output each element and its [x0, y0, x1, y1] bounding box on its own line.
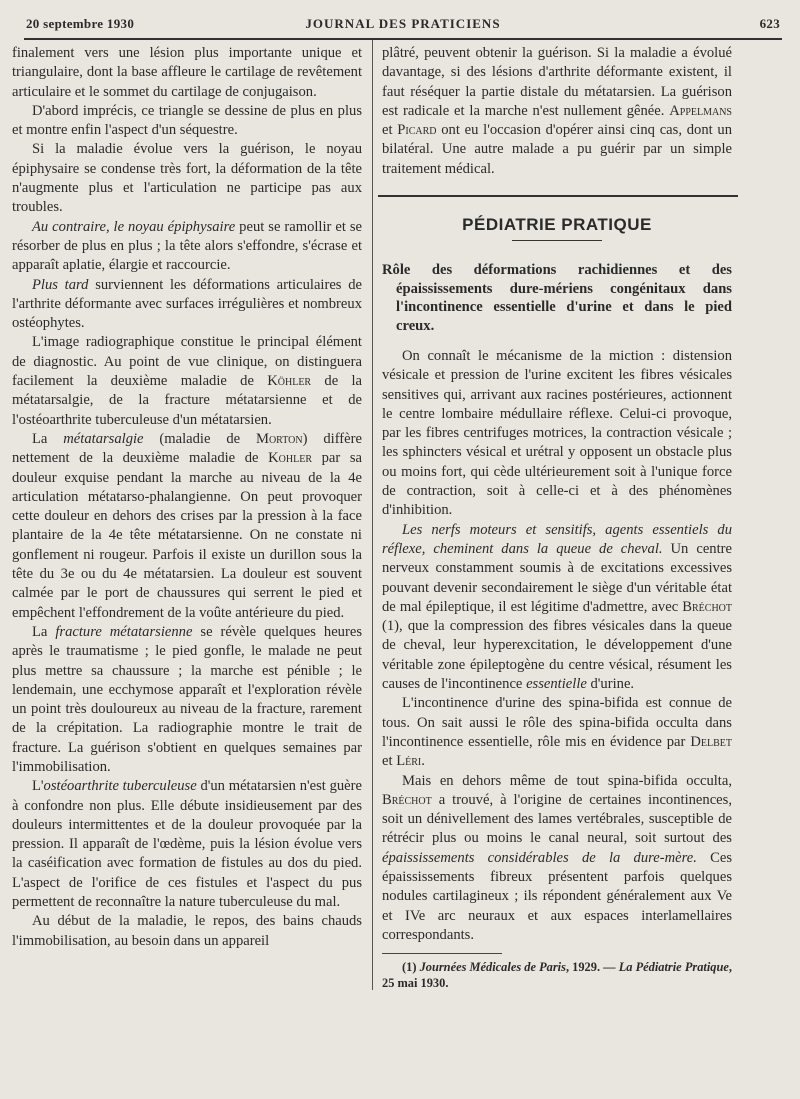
- italic-phrase: Les nerfs moteurs et sensitifs, agents essentiels du réflexe, cheminent dans la queue de cheval.: [382, 521, 732, 557]
- paragraph: [12, 333, 362, 429]
- author-name: Picard: [397, 122, 437, 139]
- paragraph: [12, 218, 362, 276]
- italic-phrase: essentielle: [526, 676, 587, 693]
- author-name: Kohler: [268, 450, 313, 467]
- italic-phrase: Au contraire, le noyau épiphysaire: [32, 218, 236, 235]
- header-rule: [24, 38, 782, 40]
- paragraph: finalement vers une lésion plus importante unique et triangulaire, dont la base affleure le cartilage de revêtement articulaire et le sommet du cartilage de conjugaison.: [12, 45, 362, 100]
- italic-phrase: fracture métatarsienne: [55, 623, 193, 640]
- paragraph: D'abord imprécis, ce triangle se dessine de plus en plus et montre enfin l'aspect d'un séquestre.: [12, 102, 362, 139]
- paragraph: [382, 772, 732, 946]
- paragraph: [12, 276, 362, 334]
- text-run: .: [421, 753, 425, 770]
- text-run: , 25 mai 1930.: [382, 960, 732, 990]
- right-column: [382, 44, 732, 991]
- italic-phrase: Journées Médicales de Paris: [419, 960, 566, 975]
- section-title-underline: [512, 240, 602, 241]
- text-run: L': [32, 778, 44, 795]
- text-run: La: [32, 623, 56, 640]
- author-name: Köhler: [267, 373, 312, 390]
- text-run: d'un métatarsien n'est guère à confondre non plus. Elle débute insidieusement par des douleurs intermittentes et de la douleur provoquée par la pression. Il apparaît de l'œdème, puis la lésion évolue vers la caséification avec formation de fistules au dos du pied. L'aspect de l'orifice de ces fistules et l'aspect du pus permettent de reconnaître la nature tuberculeuse du mal.: [12, 778, 363, 911]
- section-title: PÉDIATRIE PRATIQUE: [462, 215, 652, 235]
- text-run: a trouvé, à l'origine de certaines incontinences, soit un dénivellement des lames vertébrales, susceptible de rétrécir plus ou moins le canal neural, soit surtout des: [382, 791, 732, 847]
- text-run: d'urine.: [586, 676, 635, 693]
- paragraph: On connaît le mécanisme de la miction : distension vésicale et pression de l'urine excitent les fibres vésicales sensitives qui, arrivant aux racines postérieures, actionnent le centre lombaire médullaire réflexe. Celui-ci provoque, par les fibres centrifuges motrices, la contraction vésicale ; les sphincters vésical et urétral y opposent un obstacle plus ou moins fort, qui cède ultérieurement soit à l'unique force de contraction, soit à celle-ci et à des phénomènes d'inhibition.: [382, 348, 732, 519]
- text-run: plâtré, peuvent obtenir la guérison. Si la maladie a évolué davantage, si des lésions d'arthrite déformante existent, il faut réséquer la partie distale du métatarsien. La guérison est radicale et la marche n'est nullement gênée.: [382, 45, 732, 119]
- author-name: Morton: [255, 430, 303, 447]
- page-number: 623: [759, 16, 780, 31]
- text-run: L'image radiographique constitue le principal élément de diagnostic. Au point de vue clinique, on distinguera facilement la deuxième maladie de: [12, 334, 362, 390]
- paragraph: [12, 623, 362, 777]
- column-divider: [372, 40, 373, 990]
- text-run: peut se ramollir et se résorber de plus en plus ; la tête alors s'effondre, s'écrase et apparaît aplatie, élargie et raccourcie.: [12, 218, 362, 274]
- text-run: La: [32, 430, 64, 447]
- text-run: (maladie de: [143, 430, 256, 447]
- text-run: de la métatarsalgie, de la fracture métatarsienne et de l'ostéoarthrite tuberculeuse d'un métatarsien.: [12, 373, 362, 428]
- italic-phrase: métatarsalgie: [63, 430, 144, 447]
- italic-phrase: Plus tard: [32, 276, 89, 293]
- paragraph: [382, 44, 732, 179]
- paragraph: [12, 777, 362, 912]
- italic-phrase: ostéoarthrite tuberculeuse: [43, 778, 197, 795]
- paragraph: [382, 521, 732, 695]
- journal-title: JOURNAL DES PRATICIENS: [305, 16, 501, 31]
- paragraph: [12, 430, 362, 623]
- issue-date: 20 septembre 1930: [26, 16, 135, 31]
- text-run: surviennent les déformations articulaires de l'arthrite déformante avec surfaces irrégulières et nombreux ostéophytes.: [12, 276, 362, 332]
- author-name: Delbet: [690, 733, 732, 750]
- running-head: [26, 16, 780, 38]
- text-run: Ces épaississements fibreux présentent parfois quelques nodules cartilagineux ; ils répondent généralement aux Ve et IVe arc neuraux et aux espaces interlamellaires correspondants.: [382, 849, 732, 943]
- author-name: Bréchot: [682, 598, 732, 615]
- italic-phrase: La Pédiatrie Pratique: [618, 960, 729, 975]
- text-run: et: [382, 122, 398, 139]
- text-run: et: [382, 753, 397, 770]
- author-name: Bréchot: [382, 791, 432, 808]
- author-name: Appelmans: [669, 102, 732, 119]
- text-run: ) diffère nettement de la deuxième maladie de: [12, 430, 362, 467]
- text-run: (1): [402, 960, 420, 975]
- paragraph: Si la maladie évolue vers la guérison, le noyau épiphysaire se condense très fort, la déformation de la tête n'augmente plus et l'articulation ne participe pas aux troubles.: [12, 141, 362, 216]
- text-run: Un centre nerveux constamment soumis à de excitations excessives pouvant devenir secondairement le siège d'un véritable état de mal épileptique, il est légitime d'admettre, avec: [382, 540, 732, 615]
- text-run: L'incontinence d'urine des spina-bifida est connue de tous. On sait aussi le rôle des spina-bifida occulta dans l'incontinence essentielle, rôle mis en évidence par: [382, 695, 732, 750]
- section-rule: [378, 195, 738, 197]
- author-name: Léri: [396, 753, 422, 770]
- left-column: [12, 44, 362, 951]
- text-run: par sa douleur exquise pendant la marche au niveau de la 4e articulation métatarso-phalangienne. On peut provoquer cette douleur en dehors des crises par la pression à la face plantaire de la 4e tête métatarsienne. On ne constate ni gonflement ni rougeur. Parfois il existe un durillon sous la tête du 3e ou du 4e métatarsien. La douleur est souvent calmée par le port de chaussures qui serrent le pied et empêchent l'effondrement de la voûte antérieure du pied.: [12, 450, 363, 621]
- text-run: ont eu l'occasion d'opérer ainsi cinq cas, dont un bilatéral. Une autre malade a pu guérir par un simple traitement médical.: [382, 122, 732, 177]
- footnote: [382, 960, 732, 991]
- text-run: , 1929. —: [565, 960, 619, 975]
- text-run: Mais en dehors même de tout spina-bifida occulta,: [402, 772, 732, 789]
- paragraph: Au début de la maladie, le repos, des bains chauds l'immobilisation, au besoin dans un appareil: [12, 913, 362, 949]
- footnote-rule: [382, 953, 502, 954]
- paragraph: [382, 694, 732, 771]
- italic-phrase: épaississements considérables de la dure-mère.: [382, 849, 697, 866]
- article-title: Rôle des déformations rachidiennes et des épaississements dure-mériens congénitaux dans l'incontinence essentielle d'urine et dans le pied creux.: [382, 262, 732, 334]
- text-run: se révèle quelques heures après le traumatisme ; le pied gonfle, le malade ne peut plus mettre sa chaussure ; la marche est pénible ; le lendemain, une ecchymose apparaît et l'exploration révèle un point très douloureux au niveau de la fracture, rarement de la crépitation. La radiographie montre le trait de fracture. La guérison s'obtient en quelques semaines par l'immobilisation.: [12, 623, 362, 775]
- text-run: (1), que la compression des fibres vésicales dans la queue de cheval, leur hyperexcitation, le développement d'une véritable zone épileptogène du centre vésical, résument les causes de l'incontinence: [382, 618, 732, 693]
